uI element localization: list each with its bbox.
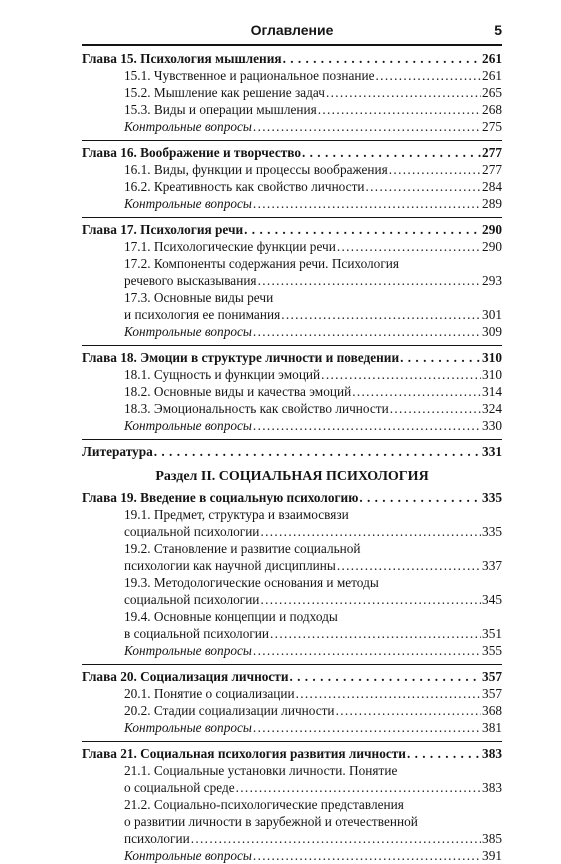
- header-page-number: 5: [494, 22, 502, 38]
- toc-entry-18-1[interactable]: 18.1. Сущность и функции эмоций . . . 310: [82, 366, 502, 383]
- toc-entry-18-3[interactable]: 18.3. Эмоциональность как свойство личности . . . 324: [82, 400, 502, 417]
- toc-chapter-19[interactable]: Глава 19. Введение в социальную психологию . . . 335: [82, 489, 502, 506]
- section-heading: Раздел II. СОЦИАЛЬНАЯ ПСИХОЛОГИЯ: [155, 469, 429, 484]
- table-of-contents: [82, 50, 502, 864]
- toc-entry-21-2[interactable]: психологии . . . 385: [82, 830, 502, 847]
- toc-chapter-15[interactable]: Глава 15. Психология мышления . . . 261: [82, 50, 502, 67]
- toc-entry-15-2[interactable]: 15.2. Мышление как решение задач . . . 265: [82, 84, 502, 101]
- toc-chapter-21[interactable]: Глава 21. Социальная психология развития личности . . . 383: [82, 745, 502, 762]
- toc-entry-20-1[interactable]: 20.1. Понятие о социализации . . . 357: [82, 685, 502, 702]
- toc-questions-18[interactable]: Контрольные вопросы . . . 330: [82, 417, 502, 434]
- toc-entry-15-3[interactable]: 15.3. Виды и операции мышления . . . 268: [82, 101, 502, 118]
- toc-entry-17-2-line1[interactable]: 17.2. Компоненты содержания речи. Психология: [124, 256, 400, 271]
- chapter-divider: [82, 664, 502, 665]
- toc-chapter-18[interactable]: Глава 18. Эмоции в структуре личности и поведении . . . 310: [82, 349, 502, 366]
- running-header: [82, 18, 502, 44]
- toc-entry-17-3-line1[interactable]: 17.3. Основные виды речи: [124, 290, 274, 305]
- toc-entry-19-1-line1[interactable]: 19.1. Предмет, структура и взаимосвязи: [124, 507, 349, 522]
- chapter-divider: [82, 217, 502, 218]
- toc-entry-21-1-line1[interactable]: 21.1. Социальные установки личности. Понятие: [124, 763, 398, 778]
- toc-entry-19-2[interactable]: психологии как научной дисциплины . . . 337: [82, 557, 502, 574]
- toc-chapter-20[interactable]: Глава 20. Социализация личности . . . 357: [82, 668, 502, 685]
- toc-questions-20[interactable]: Контрольные вопросы . . . 381: [82, 719, 502, 736]
- toc-entry-20-2[interactable]: 20.2. Стадии социализации личности . . . 368: [82, 702, 502, 719]
- header-rule: [82, 44, 502, 46]
- toc-entry-21-2-line1[interactable]: 21.2. Социально-психологические представления: [124, 797, 404, 812]
- toc-questions-21[interactable]: Контрольные вопросы . . . 391: [82, 847, 502, 864]
- chapter-divider: [82, 439, 502, 440]
- toc-entry-19-1[interactable]: социальной психологии . . . 335: [82, 523, 502, 540]
- toc-questions-19[interactable]: Контрольные вопросы . . . 355: [82, 642, 502, 659]
- toc-entry-21-1[interactable]: о социальной среде . . . 383: [82, 779, 502, 796]
- toc-entry-17-1[interactable]: 17.1. Психологические функции речи . . . 290: [82, 238, 502, 255]
- toc-questions-15[interactable]: Контрольные вопросы . . . 275: [82, 118, 502, 135]
- toc-entry-19-3[interactable]: социальной психологии . . . 345: [82, 591, 502, 608]
- toc-entry-19-2-line1[interactable]: 19.2. Становление и развитие социальной: [124, 541, 361, 556]
- chapter-divider: [82, 140, 502, 141]
- toc-entry-15-1[interactable]: 15.1. Чувственное и рациональное познание . . . 261: [82, 67, 502, 84]
- toc-entry-17-3[interactable]: и психология ее понимания . . . 301: [82, 306, 502, 323]
- toc-entry-19-4[interactable]: в социальной психологии . . . 351: [82, 625, 502, 642]
- toc-literature[interactable]: Литература . . . 331: [82, 443, 502, 460]
- toc-entry-16-2[interactable]: 16.2. Креативность как свойство личности . . . 284: [82, 178, 502, 195]
- toc-entry-18-2[interactable]: 18.2. Основные виды и качества эмоций . . . 314: [82, 383, 502, 400]
- toc-entry-21-2-line2[interactable]: о развитии личности в зарубежной и отечественной: [124, 814, 418, 829]
- toc-entry-19-3-line1[interactable]: 19.3. Методологические основания и методы: [124, 575, 379, 590]
- toc-entry-17-2[interactable]: речевого высказывания . . . 293: [82, 272, 502, 289]
- chapter-divider: [82, 741, 502, 742]
- toc-questions-16[interactable]: Контрольные вопросы . . . 289: [82, 195, 502, 212]
- toc-chapter-16[interactable]: Глава 16. Воображение и творчество . . . 277: [82, 144, 502, 161]
- toc-entry-16-1[interactable]: 16.1. Виды, функции и процессы воображения . . . 277: [82, 161, 502, 178]
- toc-chapter-17[interactable]: Глава 17. Психология речи . . . 290: [82, 221, 502, 238]
- toc-questions-17[interactable]: Контрольные вопросы . . . 309: [82, 323, 502, 340]
- header-title: Оглавление: [250, 22, 334, 38]
- toc-entry-19-4-line1[interactable]: 19.4. Основные концепции и подходы: [124, 609, 338, 624]
- chapter-divider: [82, 345, 502, 346]
